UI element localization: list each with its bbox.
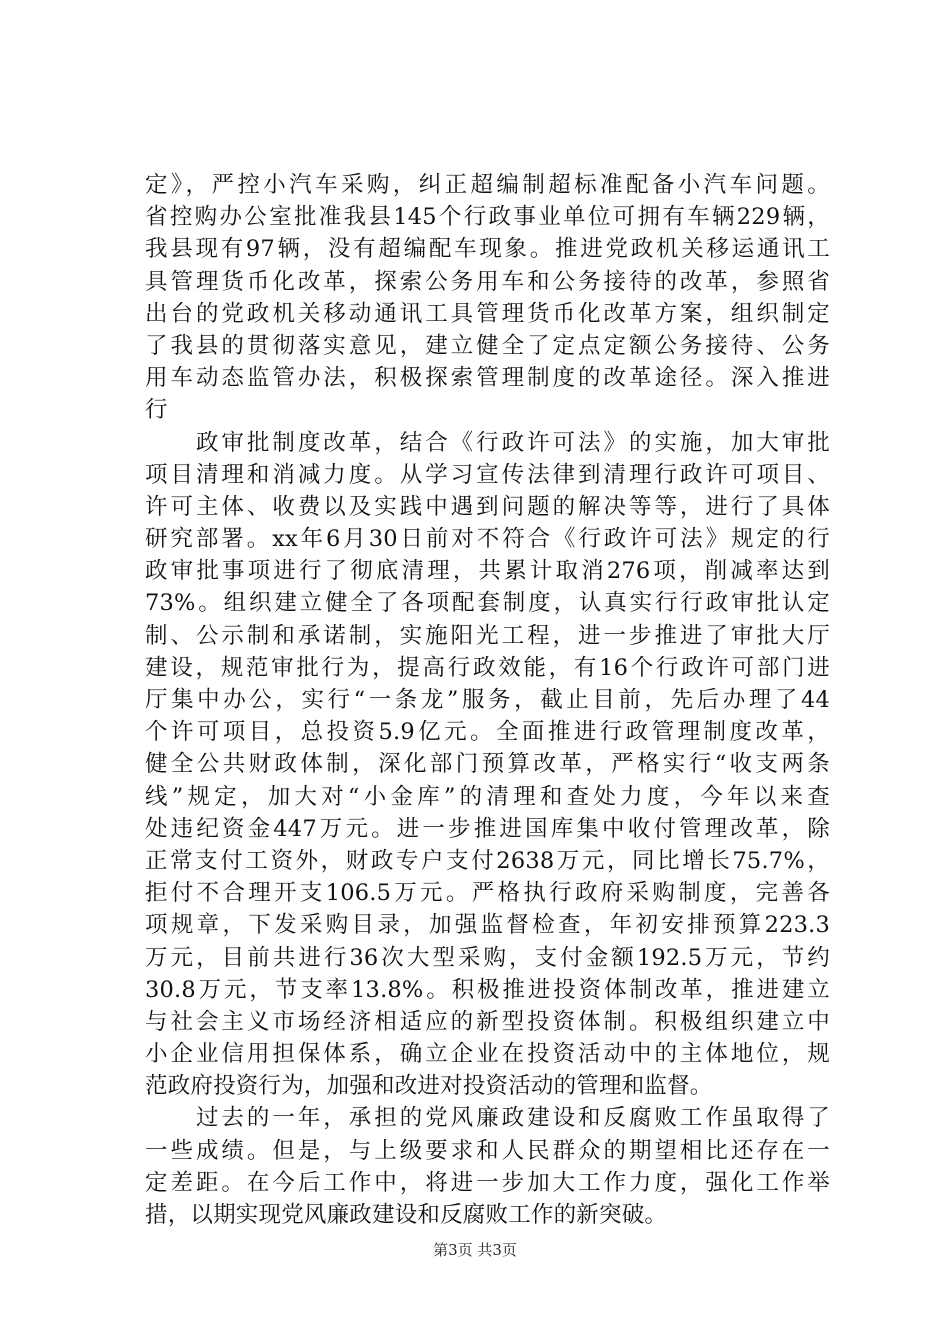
text-line: 了我县的贯彻落实意见，建立健全了定点定额公务接待、公务	[145, 332, 830, 359]
text-line: 出台的党政机关移动通讯工具管理货币化改革方案，组织制定	[145, 300, 830, 327]
text-line: 省控购办公室批准我县145个行政事业单位可拥有车辆229辆，	[145, 204, 830, 231]
text-line: 一些成绩。但是，与上级要求和人民群众的期望相比还存在一	[145, 1137, 830, 1164]
text-line: 定》，严控小汽车采购，纠正超编制超标准配备小汽车问题。	[145, 172, 830, 198]
text-line: 范政府投资行为，加强和改进对投资活动的管理和监督。	[145, 1073, 713, 1100]
text-line: 拒付不合理开支106.5万元。严格执行政府采购制度，完善各	[145, 880, 830, 907]
text-line: 建设，规范审批行为，提高行政效能，有16个行政许可部门进	[145, 654, 830, 681]
text-line: 措，以期实现党风廉政建设和反腐败工作的新突破。	[145, 1202, 668, 1228]
text-line: 具管理货币化改革，探索公务用车和公务接待的改革，参照省	[145, 268, 830, 295]
text-line: 30.8万元，节支率13.8%。积极推进投资体制改革，推进建立	[145, 976, 830, 1003]
text-line: 过去的一年，承担的党风廉政建设和反腐败工作虽取得了	[145, 1105, 830, 1132]
text-line: 健全公共财政体制，深化部门预算改革，严格实行“收支两条	[145, 751, 830, 778]
text-line: 行	[145, 397, 168, 424]
text-line: 与社会主义市场经济相适应的新型投资体制。积极组织建立中	[145, 1008, 830, 1035]
text-line: 政审批事项进行了彻底清理，共累计取消276项，削减率达到	[145, 558, 830, 585]
text-line: 个许可项目，总投资5.9亿元。全面推进行政管理制度改革，	[145, 719, 830, 746]
text-line: 小企业信用担保体系，确立企业在投资活动中的主体地位，规	[145, 1041, 830, 1068]
text-line: 研究部署。xx年6月30日前对不符合《行政许可法》规定的行	[145, 526, 830, 553]
text-line: 用车动态监管办法，积极探索管理制度的改革途径。深入推进	[145, 365, 830, 392]
text-line: 处违纪资金447万元。进一步推进国库集中收付管理改革，除	[145, 815, 830, 842]
text-line: 制、公示制和承诺制，实施阳光工程，进一步推进了审批大厅	[145, 622, 830, 649]
text-line: 项目清理和消减力度。从学习宣传法律到清理行政许可项目、	[145, 461, 830, 488]
text-line: 73%。组织建立健全了各项配套制度，认真实行行政审批认定	[145, 590, 830, 617]
text-line: 许可主体、收费以及实践中遇到问题的解决等等，进行了具体	[145, 493, 830, 520]
text-line: 线”规定，加大对“小金库”的清理和查处力度，今年以来查	[145, 783, 830, 810]
text-line: 项规章，下发采购目录，加强监督检查，年初安排预算223.3	[145, 912, 830, 939]
text-line: 定差距。在今后工作中，将进一步加大工作力度，强化工作举	[145, 1169, 830, 1196]
text-line: 厅集中办公，实行“一条龙”服务，截止目前，先后办理了44	[145, 687, 830, 713]
text-line: 我县现有97辆，没有超编配车现象。推进党政机关移运通讯工	[145, 236, 830, 263]
text-line: 万元，目前共进行36次大型采购，支付金额192.5万元，节约	[145, 944, 830, 971]
text-line: 政审批制度改革，结合《行政许可法》的实施，加大审批	[145, 429, 830, 456]
text-line: 正常支付工资外，财政专户支付2638万元，同比增长75.7%，	[145, 847, 830, 874]
page-footer: 第3页 共3页	[433, 1241, 517, 1259]
document-body	[145, 169, 830, 1231]
